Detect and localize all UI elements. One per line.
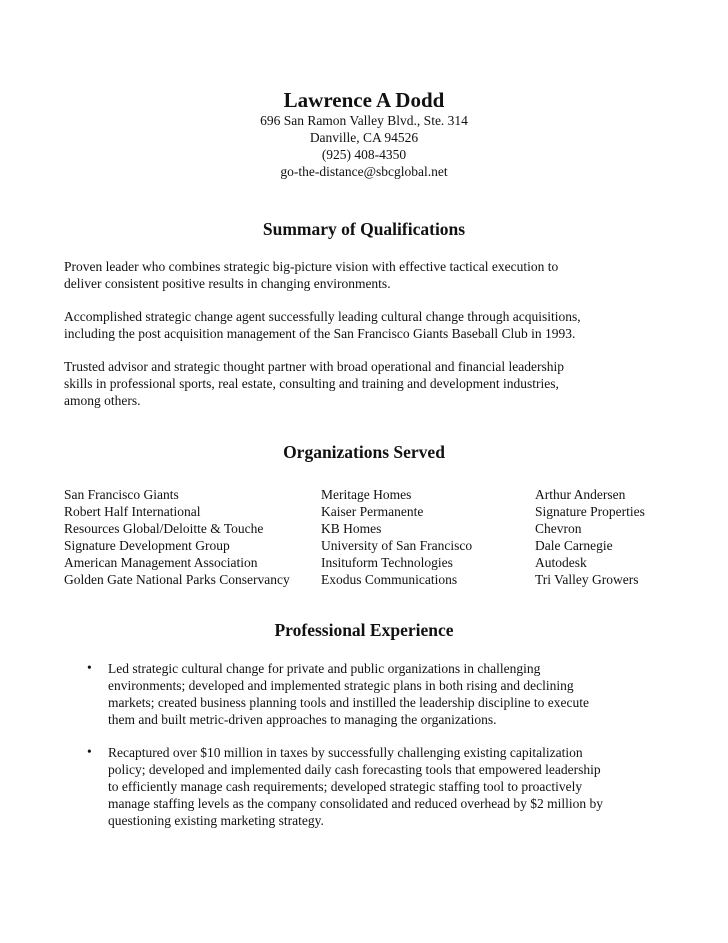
organization: Golden Gate National Parks Conservancy xyxy=(64,572,290,587)
text-line: including the post acquisition management of the San Francisco Giants Baseball Club in 1993. xyxy=(64,326,576,341)
text-line: environments; developed and implemented strategic plans in both rising and declining xyxy=(108,678,574,693)
organization: Robert Half International xyxy=(64,504,201,519)
address-line-1: 696 San Ramon Valley Blvd., Ste. 314 xyxy=(260,113,468,128)
text-line: Led strategic cultural change for private and public organizations in challenging xyxy=(108,661,541,676)
text-line: among others. xyxy=(64,393,141,408)
experience-heading: Professional Experience xyxy=(274,620,454,640)
organizations-column-1 xyxy=(64,486,290,588)
bullet-icon: • xyxy=(87,660,92,675)
summary-paragraph xyxy=(64,308,581,342)
text-line: markets; created business planning tools and instilled the leadership discipline to execute xyxy=(108,695,589,710)
organization: Signature Properties xyxy=(535,504,645,519)
text-line: Recaptured over $10 million in taxes by successfully challenging existing capitalization xyxy=(108,745,583,760)
organization: Exodus Communications xyxy=(321,572,458,587)
summary-heading: Summary of Qualifications xyxy=(262,219,466,239)
organizations-column-2 xyxy=(321,486,472,588)
summary-paragraph xyxy=(64,358,564,409)
bullet-icon: • xyxy=(87,744,92,759)
phone: (925) 408-4350 xyxy=(321,147,407,162)
organizations-heading: Organizations Served xyxy=(283,442,445,462)
resume-name: Lawrence A Dodd xyxy=(283,88,445,112)
organization: Resources Global/Deloitte & Touche xyxy=(64,521,264,536)
summary-paragraph xyxy=(64,258,558,292)
address-line-2: Danville, CA 94526 xyxy=(309,130,419,145)
text-line: questioning existing marketing strategy. xyxy=(108,813,324,828)
text-line: Proven leader who combines strategic big-picture vision with effective tactical execution to xyxy=(64,259,559,274)
contact-block xyxy=(0,112,728,180)
organization: American Management Association xyxy=(64,555,258,570)
text-line: manage staffing levels as the company consolidated and reduced overhead by $2 million by xyxy=(108,796,603,811)
organizations-column-3 xyxy=(535,486,645,588)
organization: Meritage Homes xyxy=(321,487,412,502)
text-line: to efficiently manage cash requirements; developed strategic staffing tool to proactively xyxy=(108,779,583,794)
text-line: policy; developed and implemented daily cash forecasting tools that empowered leadership xyxy=(108,762,601,777)
organization: Dale Carnegie xyxy=(535,538,613,553)
organization: Tri Valley Growers xyxy=(535,572,639,587)
organization: Autodesk xyxy=(535,555,587,570)
text-line: deliver consistent positive results in changing environments. xyxy=(64,276,391,291)
text-line: Trusted advisor and strategic thought partner with broad operational and financial leadership xyxy=(64,359,564,374)
organization: San Francisco Giants xyxy=(64,487,179,502)
organization: Kaiser Permanente xyxy=(321,504,424,519)
organization: KB Homes xyxy=(321,521,382,536)
organization: Chevron xyxy=(535,521,582,536)
text-line: them and built metric-driven approaches to managing the organizations. xyxy=(108,712,497,727)
experience-item xyxy=(108,744,603,829)
text-line: Accomplished strategic change agent successfully leading cultural change through acquisitions, xyxy=(64,309,581,324)
organization: University of San Francisco xyxy=(321,538,473,553)
email: go-the-distance@sbcglobal.net xyxy=(280,164,448,179)
text-line: skills in professional sports, real estate, consulting and training and development industries, xyxy=(64,376,559,391)
organization: Signature Development Group xyxy=(64,538,230,553)
organization: Arthur Andersen xyxy=(535,487,626,502)
experience-item xyxy=(108,660,589,728)
organization: Insituform Technologies xyxy=(321,555,453,570)
